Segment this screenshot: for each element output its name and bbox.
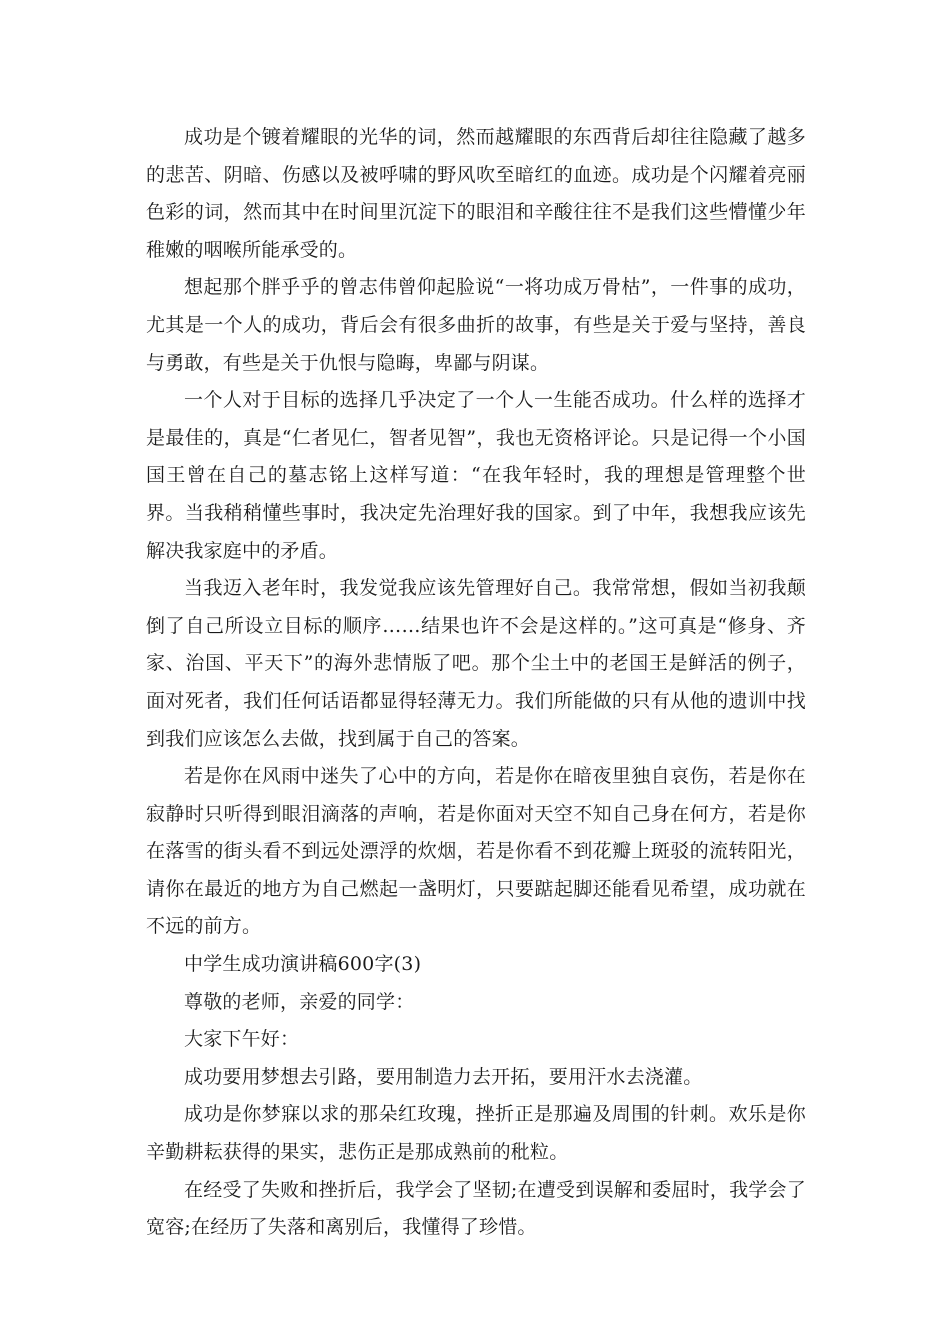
section-heading: 中学生成功演讲稿600字(3) — [184, 953, 422, 976]
paragraph-5: 若是你在风雨中迷失了心中的方向，若是你在暗夜里独自哀伤，若是你在寂静时只听得到眼泪滴落的声响，若是你面对天空不知自己身在何方，若是你在落雪的街头看不到远处漂浮的炊烟，若是你看不到花瓣上斑驳的流转阳光，请你在最近的地方为自己燃起一盏明灯，只要踮起脚还能看见希望，成功就在不远的前方。 — [146, 765, 806, 938]
paragraph-7: 成功是你梦寐以求的那朵红玫瑰，挫折正是那遍及周围的针刺。欢乐是你辛勤耕耘获得的果实，悲伤正是那成熟前的秕粒。 — [146, 1103, 806, 1164]
paragraph-8: 在经受了失败和挫折后，我学会了坚韧;在遭受到误解和委屈时，我学会了宽容;在经历了失落和离别后，我懂得了珍惜。 — [146, 1178, 806, 1239]
greeting: 大家下午好： — [184, 1028, 300, 1051]
salutation: 尊敬的老师，亲爱的同学： — [184, 990, 415, 1013]
paragraph-6: 成功要用梦想去引路，要用制造力去开拓，要用汗水去浇灌。 — [184, 1065, 703, 1088]
document-body — [146, 119, 806, 1247]
paragraph-1: 成功是个镀着耀眼的光华的词，然而越耀眼的东西背后却往往隐藏了越多的悲苦、阴暗、伤感以及被呼啸的野风吹至暗红的血迹。成功是个闪耀着亮丽色彩的词，然而其中在时间里沉淀下的眼泪和辛酸往往不是我们这些懵懂少年稚嫩的咽喉所能承受的。 — [146, 126, 806, 261]
paragraph-2: 想起那个胖乎乎的曾志伟曾仰起脸说“一将功成万骨枯”，一件事的成功，尤其是一个人的成功，背后会有很多曲折的故事，有些是关于爱与坚持，善良与勇敢，有些是关于仇恨与隐晦，卑鄙与阴谋。 — [146, 276, 806, 374]
paragraph-4: 当我迈入老年时，我发觉我应该先管理好自己。我常常想，假如当初我颠倒了自己所设立目标的顺序……结果也许不会是这样的。”这可真是“修身、齐家、治国、平天下”的海外悲情版了吧。那个尘土中的老国王是鲜活的例子，面对死者，我们任何话语都显得轻薄无力。我们所能做的只有从他的遗训中找到我们应该怎么去做，找到属于自己的答案。 — [146, 577, 806, 750]
paragraph-3: 一个人对于目标的选择几乎决定了一个人一生能否成功。什么样的选择才是最佳的，真是“仁者见仁，智者见智”，我也无资格评论。只是记得一个小国国王曾在自己的墓志铭上这样写道：“在我年轻时，我的理想是管理整个世界。当我稍稍懂些事时，我决定先治理好我的国家。到了中年，我想我应该先解决我家庭中的矛盾。 — [146, 389, 806, 562]
